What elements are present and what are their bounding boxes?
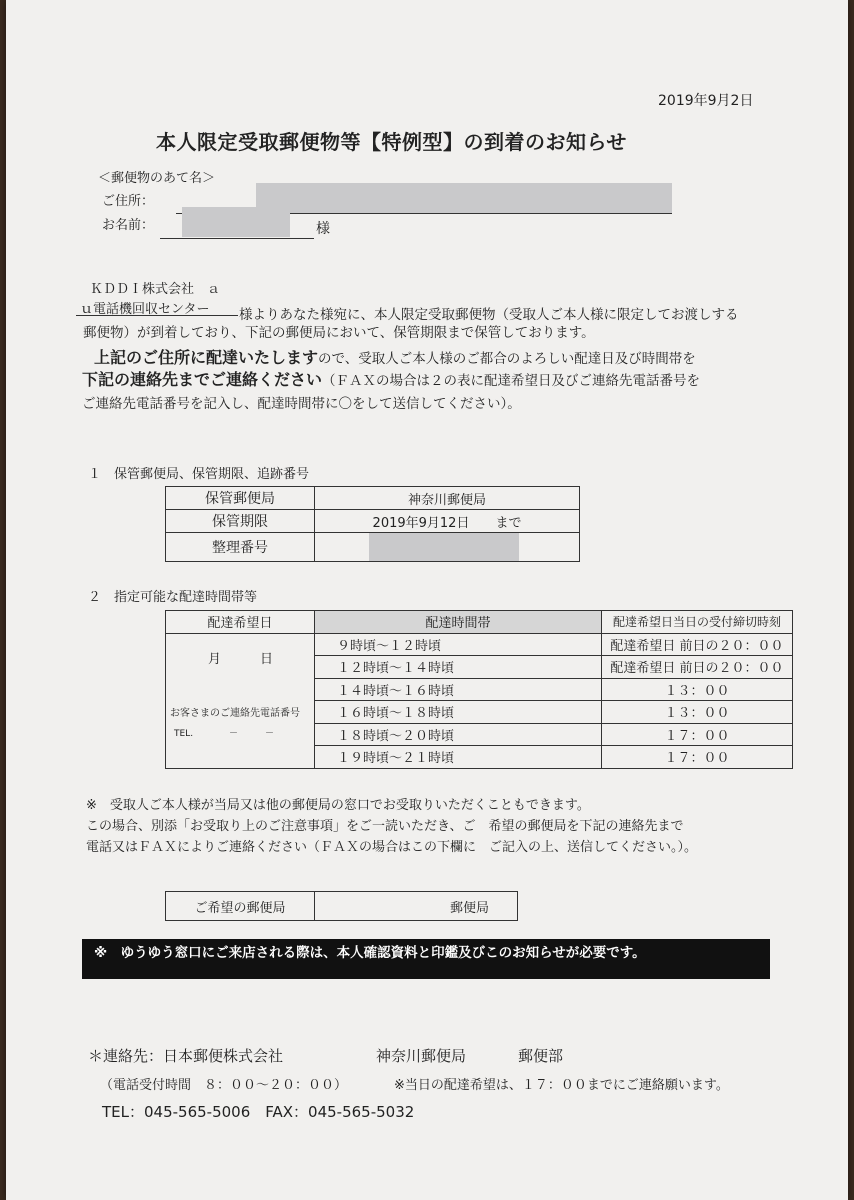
body-line4-rest: （ＦＡＸの場合は２の表に配達希望日及びご連絡先電話番号を: [322, 373, 701, 389]
table-row: [166, 510, 580, 533]
notice-date: 2019年9月2日: [658, 93, 754, 109]
table-row: [166, 611, 793, 634]
table-row: [166, 633, 793, 656]
table-row: [166, 892, 518, 921]
honorific-sama: 様: [316, 221, 330, 237]
deadline-6: １７：００: [602, 746, 793, 769]
note-line2: この場合、別添「お受取り上のご注意事項」をご一読いただき、ご 希望の郵便局を下記の連絡先まで: [86, 819, 684, 834]
storage-office-value: 神奈川郵便局: [315, 487, 580, 510]
month-day-label: 月 日: [208, 651, 274, 667]
addressee-header: ＜郵便物のあて名＞: [98, 171, 216, 186]
preferred-date-cell[interactable]: [166, 633, 315, 768]
notice-title: 本人限定受取郵便物等【特例型】の到着のお知らせ: [156, 130, 627, 154]
body-line1: 様よりあなた様宛に、本人限定受取郵便物（受取人ご本人様に限定してお渡しする: [239, 307, 739, 323]
address-redaction: [256, 183, 672, 213]
table-row: [166, 533, 580, 562]
preferred-office-label: ご希望の郵便局: [166, 892, 315, 921]
section1-heading: １ 保管郵便局、保管期限、追跡番号: [88, 467, 310, 482]
phone-label: お客さまのご連絡先電話番号: [170, 707, 300, 719]
storage-deadline-label: 保管期限: [166, 510, 315, 533]
sender-line1: ＫＤＤＩ株式会社 ａ: [90, 282, 221, 297]
deadline-3: １３：００: [602, 678, 793, 701]
storage-deadline-value: 2019年9月12日 まで: [315, 510, 580, 533]
sender-underline: [76, 315, 238, 316]
tel-label: TEL. － －: [174, 728, 275, 739]
note-line3: 電話又はＦＡＸによりご連絡ください（ＦＡＸの場合はこの下欄に ご記入の上、送信してください。）。: [86, 840, 698, 855]
body-line5: ご連絡先電話番号を記入し、配達時間帯に〇をして送信してください）。: [82, 396, 521, 412]
tel-fax-numbers: TEL：045-565-5006 FAX：045-565-5032: [102, 1103, 415, 1121]
delivery-time-table: [165, 610, 793, 769]
name-underline: [160, 238, 314, 239]
tracking-number-value: [315, 533, 580, 562]
body-line4-bold: 下記の連絡先までご連絡ください: [82, 370, 323, 389]
name-redaction: [182, 207, 290, 237]
storage-office-label: 保管郵便局: [166, 487, 315, 510]
name-label: お名前：: [102, 218, 155, 233]
warning-text: ※ ゆうゆう窓口にご来店される際は、本人確認資料と印鑑及びこのお知らせが必要です。: [94, 945, 646, 961]
time-slot-2[interactable]: １２時頃～１４時頃: [315, 656, 602, 679]
time-slot-6[interactable]: １９時頃～２１時頃: [315, 746, 602, 769]
body-line4: [82, 367, 700, 390]
deadline-4: １３：００: [602, 701, 793, 724]
deadline-header: 配達希望日当日の受付締切時刻: [602, 611, 793, 634]
body-line3-rest: ので、受取人ご本人様のご都合のよろしい配達日及び時間帯を: [318, 351, 696, 367]
time-slot-4[interactable]: １６時頃～１８時頃: [315, 701, 602, 724]
preferred-date-header: 配達希望日: [166, 611, 315, 634]
body-line2: 郵便物）が到着しており、下記の郵便局において、保管期限まで保管しております。: [83, 325, 595, 341]
phone-hours: （電話受付時間 ８：００～２０：００）: [100, 1078, 348, 1093]
table-row: [166, 487, 580, 510]
address-label: ご住所：: [102, 194, 155, 209]
section2-heading: ２ 指定可能な配達時間帯等: [88, 590, 258, 605]
warning-banner: [82, 939, 770, 979]
note-line1: ※ 受取人ご本人様が当局又は他の郵便局の窓口でお受取りいただくこともできます。: [86, 798, 590, 813]
tracking-number-redaction: [369, 533, 519, 561]
preferred-office-input[interactable]: 郵便局: [315, 892, 518, 921]
sender-line2: ｕ電話機回収センター: [80, 302, 210, 317]
time-slot-1[interactable]: ９時頃～１２時頃: [315, 633, 602, 656]
contact-office: 神奈川郵便局: [376, 1047, 467, 1065]
deadline-2: 配達希望日 前日の２０：００: [602, 656, 793, 679]
time-slot-3[interactable]: １４時頃～１６時頃: [315, 678, 602, 701]
same-day-note: ※当日の配達希望は、１７：００までにご連絡願います。: [394, 1078, 729, 1093]
notice-paper: [6, 0, 848, 1200]
time-slot-5[interactable]: １８時頃～２０時頃: [315, 723, 602, 746]
deadline-1: 配達希望日 前日の２０：００: [602, 633, 793, 656]
body-line3-bold: 上記のご住所に配達いたします: [94, 348, 319, 367]
deadline-5: １７：００: [602, 723, 793, 746]
contact-label: ＊連絡先：日本郵便株式会社: [88, 1047, 284, 1065]
contact-dept: 郵便部: [518, 1047, 564, 1065]
body-line3: [94, 345, 696, 368]
preferred-office-table: [165, 891, 518, 921]
tracking-number-label: 整理番号: [166, 533, 315, 562]
time-slot-header: 配達時間帯: [315, 611, 602, 634]
storage-info-table: [165, 486, 580, 562]
